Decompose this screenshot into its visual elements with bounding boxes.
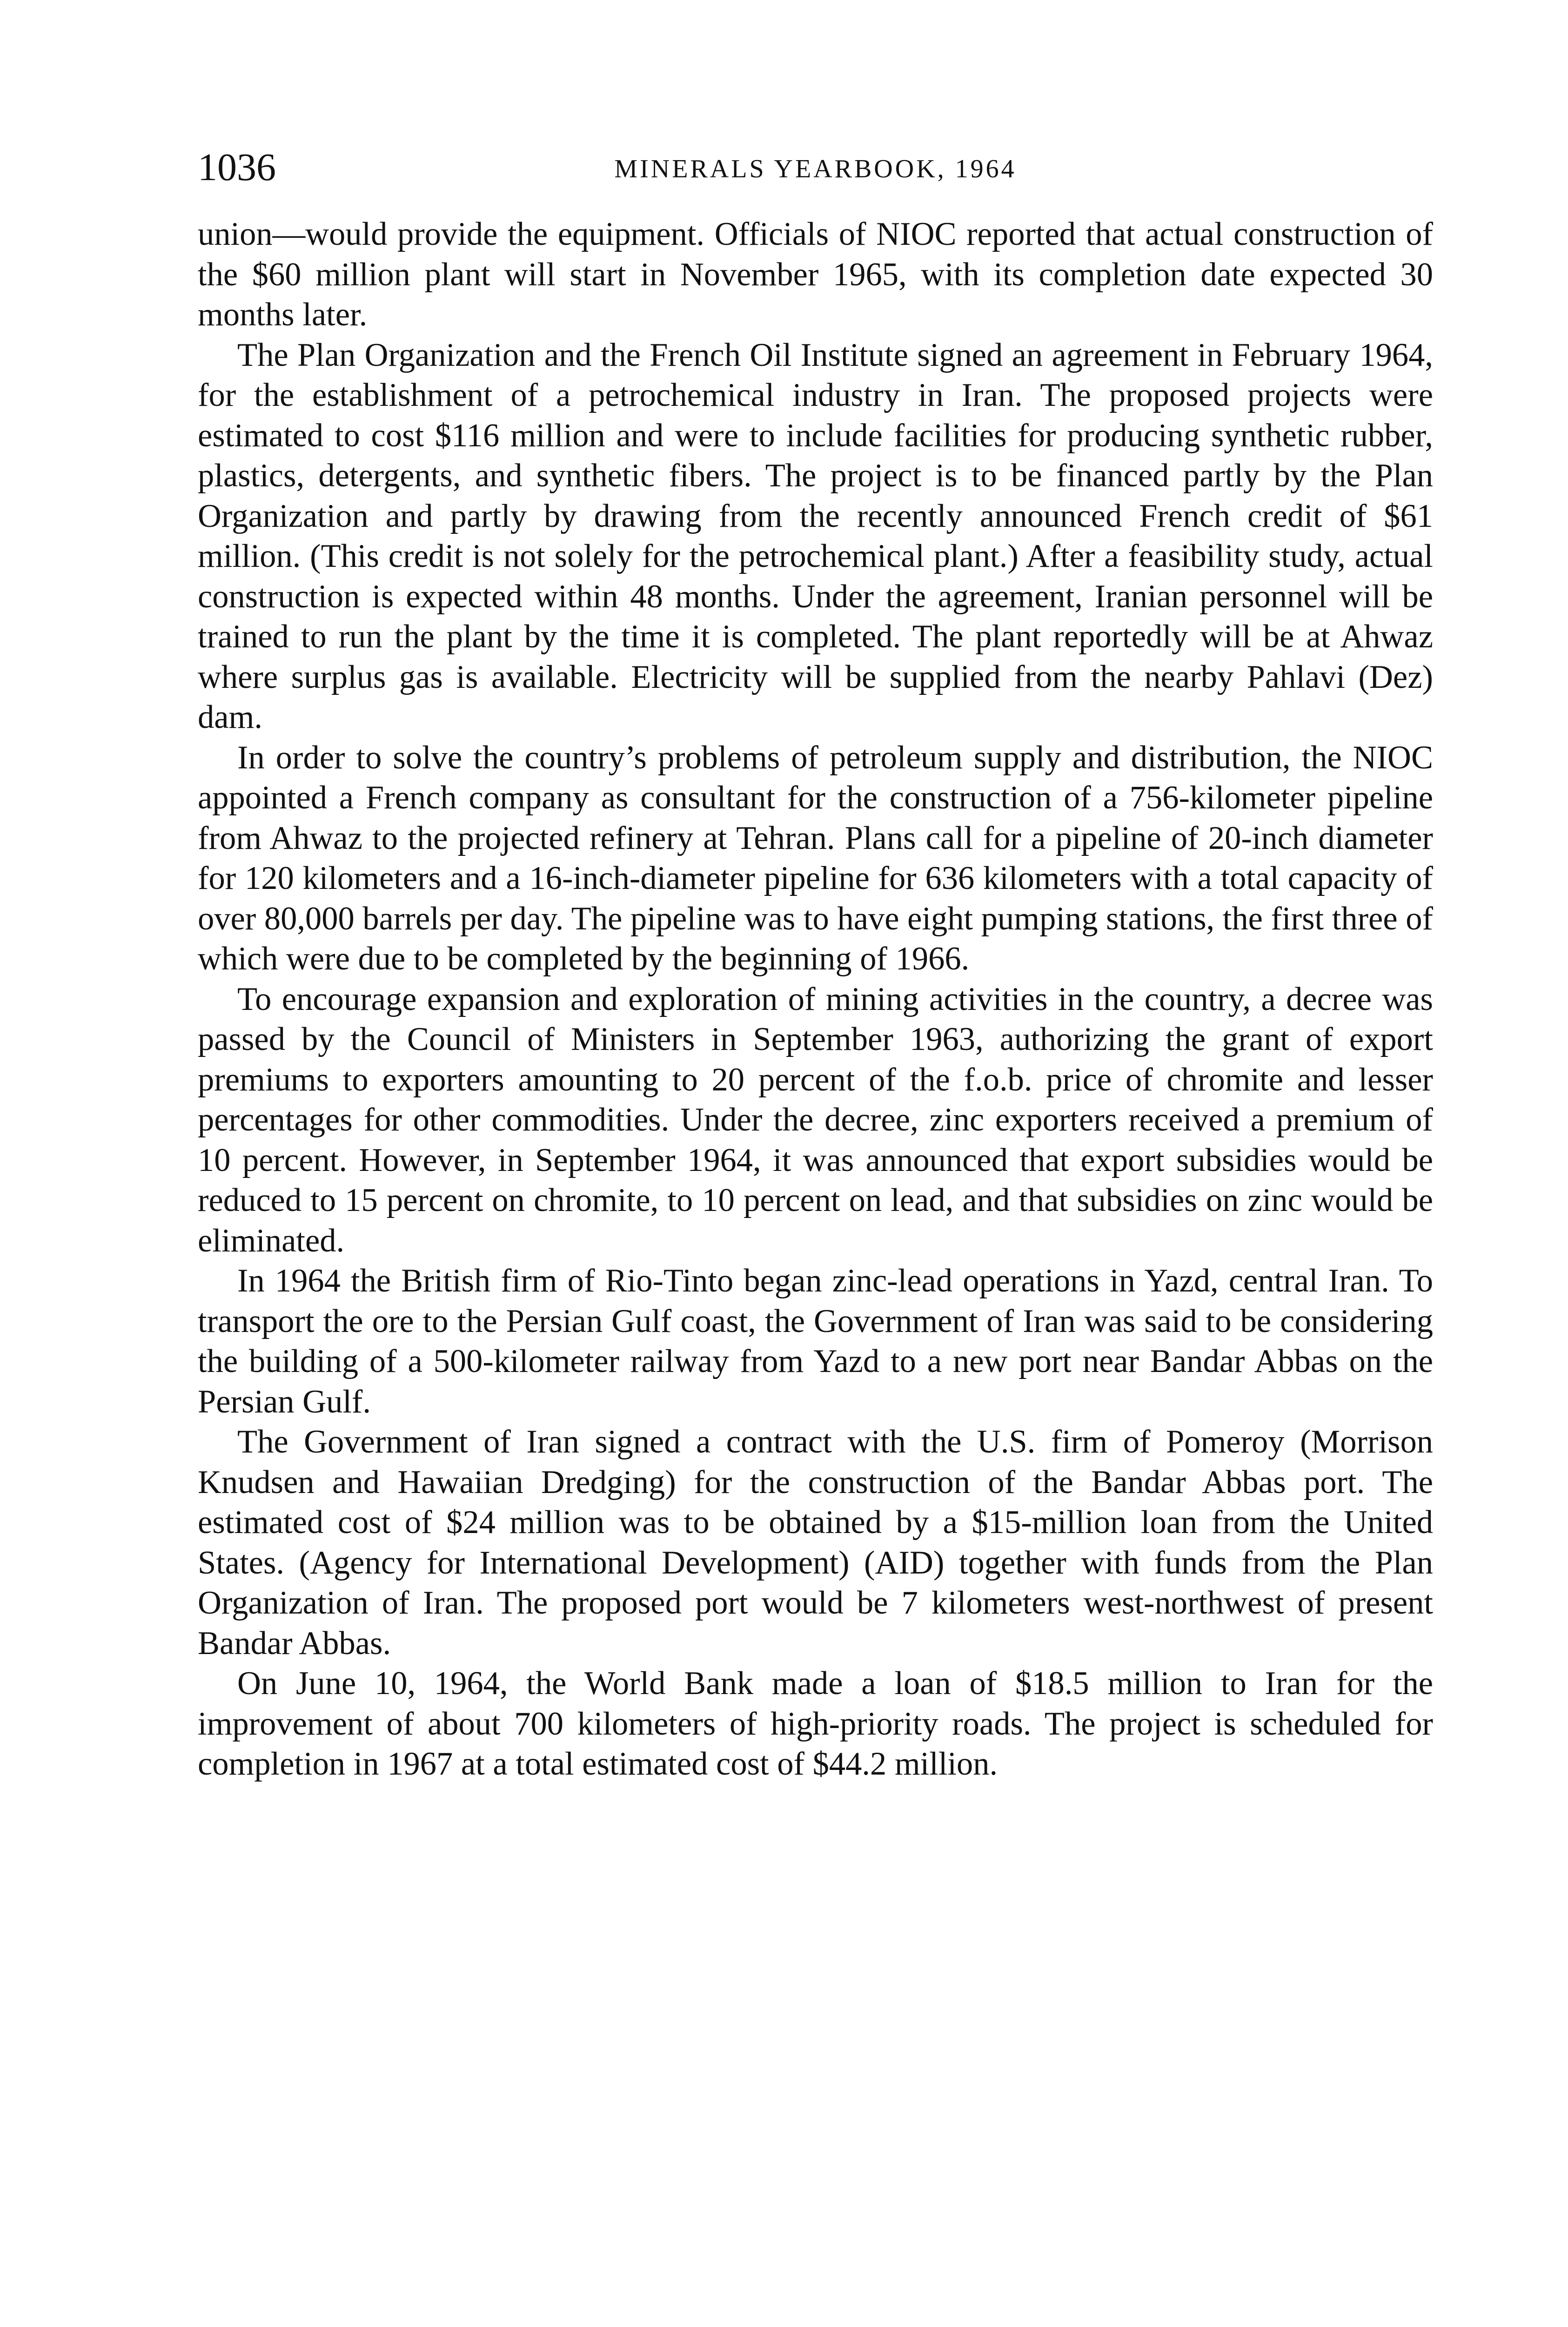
page-header bbox=[198, 140, 1433, 195]
running-title: MINERALS YEARBOOK, 1964 bbox=[614, 155, 1017, 183]
paragraph-export-premiums: To encourage expansion and exploration of mining activities in the country, a decree was passed by the Council of Ministers in September 1963, authorizing the grant of export premiums to exporters amounting to 20 percent of the f.o.b. price of chromite and lesser percentages for other commodities. Under the decree, zinc exporters received a premium of 10 percent. However, in September 1964, it was announced that export subsidies would be reduced to 15 percent on chromite, to 10 percent on lead, and that subsidies on zinc would be eliminated. bbox=[198, 981, 1433, 1259]
paragraph-pipeline: In order to solve the country’s problems of petroleum supply and distribution, the NIOC appointed a French company as consultant for the construction of a 756-kilometer pipeline from Ahwaz to the projected refinery at Tehran. Plans call for a pipeline of 20-inch diameter for 120 kilometers and a 16-inch-diameter pipeline for 636 kilometers with a total capacity of over 80,000 barrels per day. The pipeline was to have eight pumping stations, the first three of which were due to be completed by the beginning of 1966. bbox=[198, 739, 1433, 977]
page-number: 1036 bbox=[198, 146, 276, 189]
paragraph-world-bank-loan: On June 10, 1964, the World Bank made a loan of $18.5 million to Iran for the improvement of about 700 kilometers of high-priority roads. The project is scheduled for completion in 1967 at a total estimated cost of $44.2 million. bbox=[198, 1665, 1433, 1782]
body-text bbox=[198, 214, 1433, 1784]
paragraph-bandar-abbas-port: The Government of Iran signed a contract with the U.S. firm of Pomeroy (Morrison Knudsen and Hawaiian Dredging) for the construction of the Bandar Abbas port. The estimated cost of $24 million was to be obtained by a $15-million loan from the United States. (Agency for International Development) (AID) together with funds from the Plan Organization of Iran. The proposed port would be 7 kilometers west-northwest of present Bandar Abbas. bbox=[198, 1424, 1433, 1661]
paragraph-continuation: union—would provide the equipment. Officials of NIOC reported that actual construction of the $60 million plant will start in November 1965, with its completion date expected 30 months later. bbox=[198, 216, 1433, 333]
paragraph-rio-tinto: In 1964 the British firm of Rio-Tinto began zinc-lead operations in Yazd, central Iran. To transport the ore to the Persian Gulf coast, the Government of Iran was said to be considering the building of a 500-kilometer railway from Yazd to a new port near Bandar Abbas on the Persian Gulf. bbox=[198, 1263, 1433, 1420]
document-page bbox=[198, 140, 1433, 1784]
paragraph-petrochemical: The Plan Organization and the French Oil Institute signed an agreement in February 1964, for the establishment of a petrochemical industry in Iran. The proposed projects were estimated to cost $116 million and were to include facilities for producing synthetic rubber, plastics, detergents, and synthetic fibers. The project is to be financed partly by the Plan Organization and partly by drawing from the recently announced French credit of $61 million. (This credit is not solely for the petrochemical plant.) After a feasibility study, actual construction is expected within 48 months. Under the agreement, Iranian personnel will be trained to run the plant by the time it is completed. The plant reportedly will be at Ahwaz where surplus gas is available. Electricity will be supplied from the nearby Pahlavi (Dez) dam. bbox=[198, 336, 1433, 735]
